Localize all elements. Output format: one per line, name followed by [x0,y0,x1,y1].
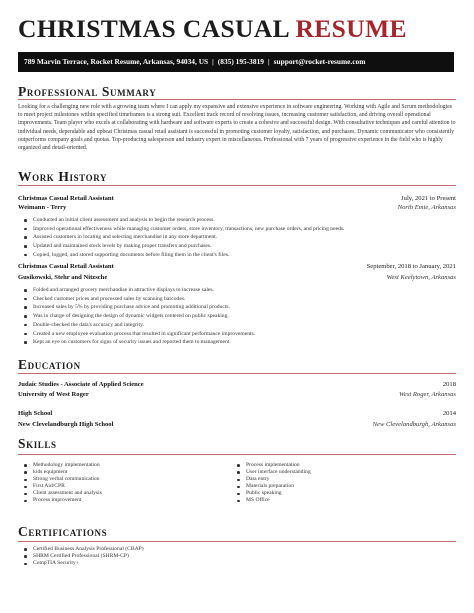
skill-item: Process improvement [24,497,102,504]
job-dates: July, 2021 to Present [401,195,456,202]
skill-item: Process implementation [237,462,311,469]
skill-item: kids equipment [24,469,102,476]
education-location: New Clevelandburgh, Arkansas [372,421,456,428]
certification-item: CompTIA Security+ [24,560,144,567]
job-title: Christmas Casual Retail Assistant [18,195,114,202]
certifications-heading: Certifications [18,524,108,539]
job-company: Weimann - Terry [18,204,67,211]
skills-heading: Skills [18,436,57,451]
skills-left-list [24,462,102,505]
list-item: Was in charge of designing the design of dynamic widgets centered on public speaking. [24,312,454,321]
contact-phone[interactable]: (835) 195-3819 [217,57,264,66]
list-item: Increased sales by 5% by providing purchase advice and promoting additional products. [24,303,454,312]
list-item: Improved operational effectiveness while managing customer orders, store inventory, transactions, new purchase orders, and pricing needs. [24,225,454,234]
skill-item: Materials preparation [237,483,311,490]
list-item: Assisted customers in locating and selecting merchandise in any store department. [24,233,454,242]
job-title: Christmas Casual Retail Assistant [18,263,114,270]
summary-heading: Professional Summary [18,84,157,99]
education-location: West Roger, Arkansas [399,391,456,398]
education-school: University of West Roger [18,391,89,398]
certifications-list [24,546,144,567]
job-1-bullets [24,216,454,260]
skill-item: User interface understanding [237,469,311,476]
education-divider [18,373,456,374]
skill-item: Data entry [237,476,311,483]
education-year: 2018 [442,381,456,388]
list-item: Created a new employee evaluation process that resulted in significant performance improvements. [24,330,454,339]
education-degree: High School [18,410,53,417]
contact-separator: | [212,57,214,66]
skills-right-list [237,462,311,505]
skill-item: Public speaking [237,490,311,497]
education-degree: Judaic Studies - Associate of Applied Science [18,381,144,388]
resume-title [18,14,407,44]
list-item: Folded and arranged grocery merchandise in attractive displays to increase sales. [24,286,454,295]
skill-item: Client assessment and analysis [24,490,102,497]
contact-email[interactable]: support@rocket-resume.com [273,57,366,66]
summary-divider [18,99,456,100]
skills-divider [18,454,456,455]
work-heading: Work History [18,169,108,184]
contact-separator: | [267,57,270,66]
last-name: RESUME [295,14,407,43]
certification-item: SHRM Certified Professional (SHRM-CP) [24,553,144,560]
job-2-bullets [24,286,454,347]
list-item: Copied, logged, and stored supporting documents before filing them in the client's files. [24,251,454,260]
list-item: Double-checked the data's accuracy and integrity. [24,321,454,330]
education-school: New Clevelandburgh High School [18,421,114,428]
list-item: Conducted an initial client assessment and analysis to begin the research process. [24,216,454,225]
certification-item: Certified Business Analysis Professional (CBAP) [24,546,144,553]
list-item: Updated and maintained stock levels by making proper transfers and purchases. [24,242,454,251]
skill-item: MS Office [237,497,311,504]
summary-text: Looking for a challenging new role with a growing team where I can apply my expansive and extensive experience in software engineering. Working with Agile and Scrum methodologies to meet project milestones within specified timeframes is a strong suit. Excellent track record of resolving issues, increasing customer satisfaction, and driving overall operational improvements. Team player who excels at collaborating with hardware and software experts to create a cohesive and successful design. With consultative techniques and careful attention to individual needs, dependable and upbeat Christmas casual retail assistant is successful in promoting customer loyalty, satisfaction, and purchases. Dynamic communicator who consistently outperforms company goals and quotas. Top-producing salesperson and industry expert in miscellaneous. Professional with 7 years of progressive experience in the field who is highly organized and detail-oriented. [18,104,456,152]
first-name: CHRISTMAS CASUAL [18,14,289,43]
education-year: 2014 [442,410,456,417]
skill-item: Methodology implementation [24,462,102,469]
education-heading: Education [18,357,81,372]
job-company: Gusikowski, Stehr and Nitzsche [18,274,108,281]
contact-address: 789 Marvin Terrace, Rocket Resume, Arkansas, 94034, US [24,57,209,66]
job-location: North Emie, Arkansas [397,204,456,211]
list-item: Checked customer prices and processed sales by scanning barcodes. [24,295,454,304]
skill-item: Strong verbal communication [24,476,102,483]
list-item: Kept an eye on customers for signs of security issues and reported them to management. [24,338,454,347]
contact-bar [18,52,454,72]
certifications-divider [18,541,456,542]
job-location: West Keelytown, Arkansas [386,274,456,281]
work-divider [18,185,456,186]
skill-item: First Aid/CPR [24,483,102,490]
job-dates: September, 2018 to January, 2021 [366,263,456,270]
